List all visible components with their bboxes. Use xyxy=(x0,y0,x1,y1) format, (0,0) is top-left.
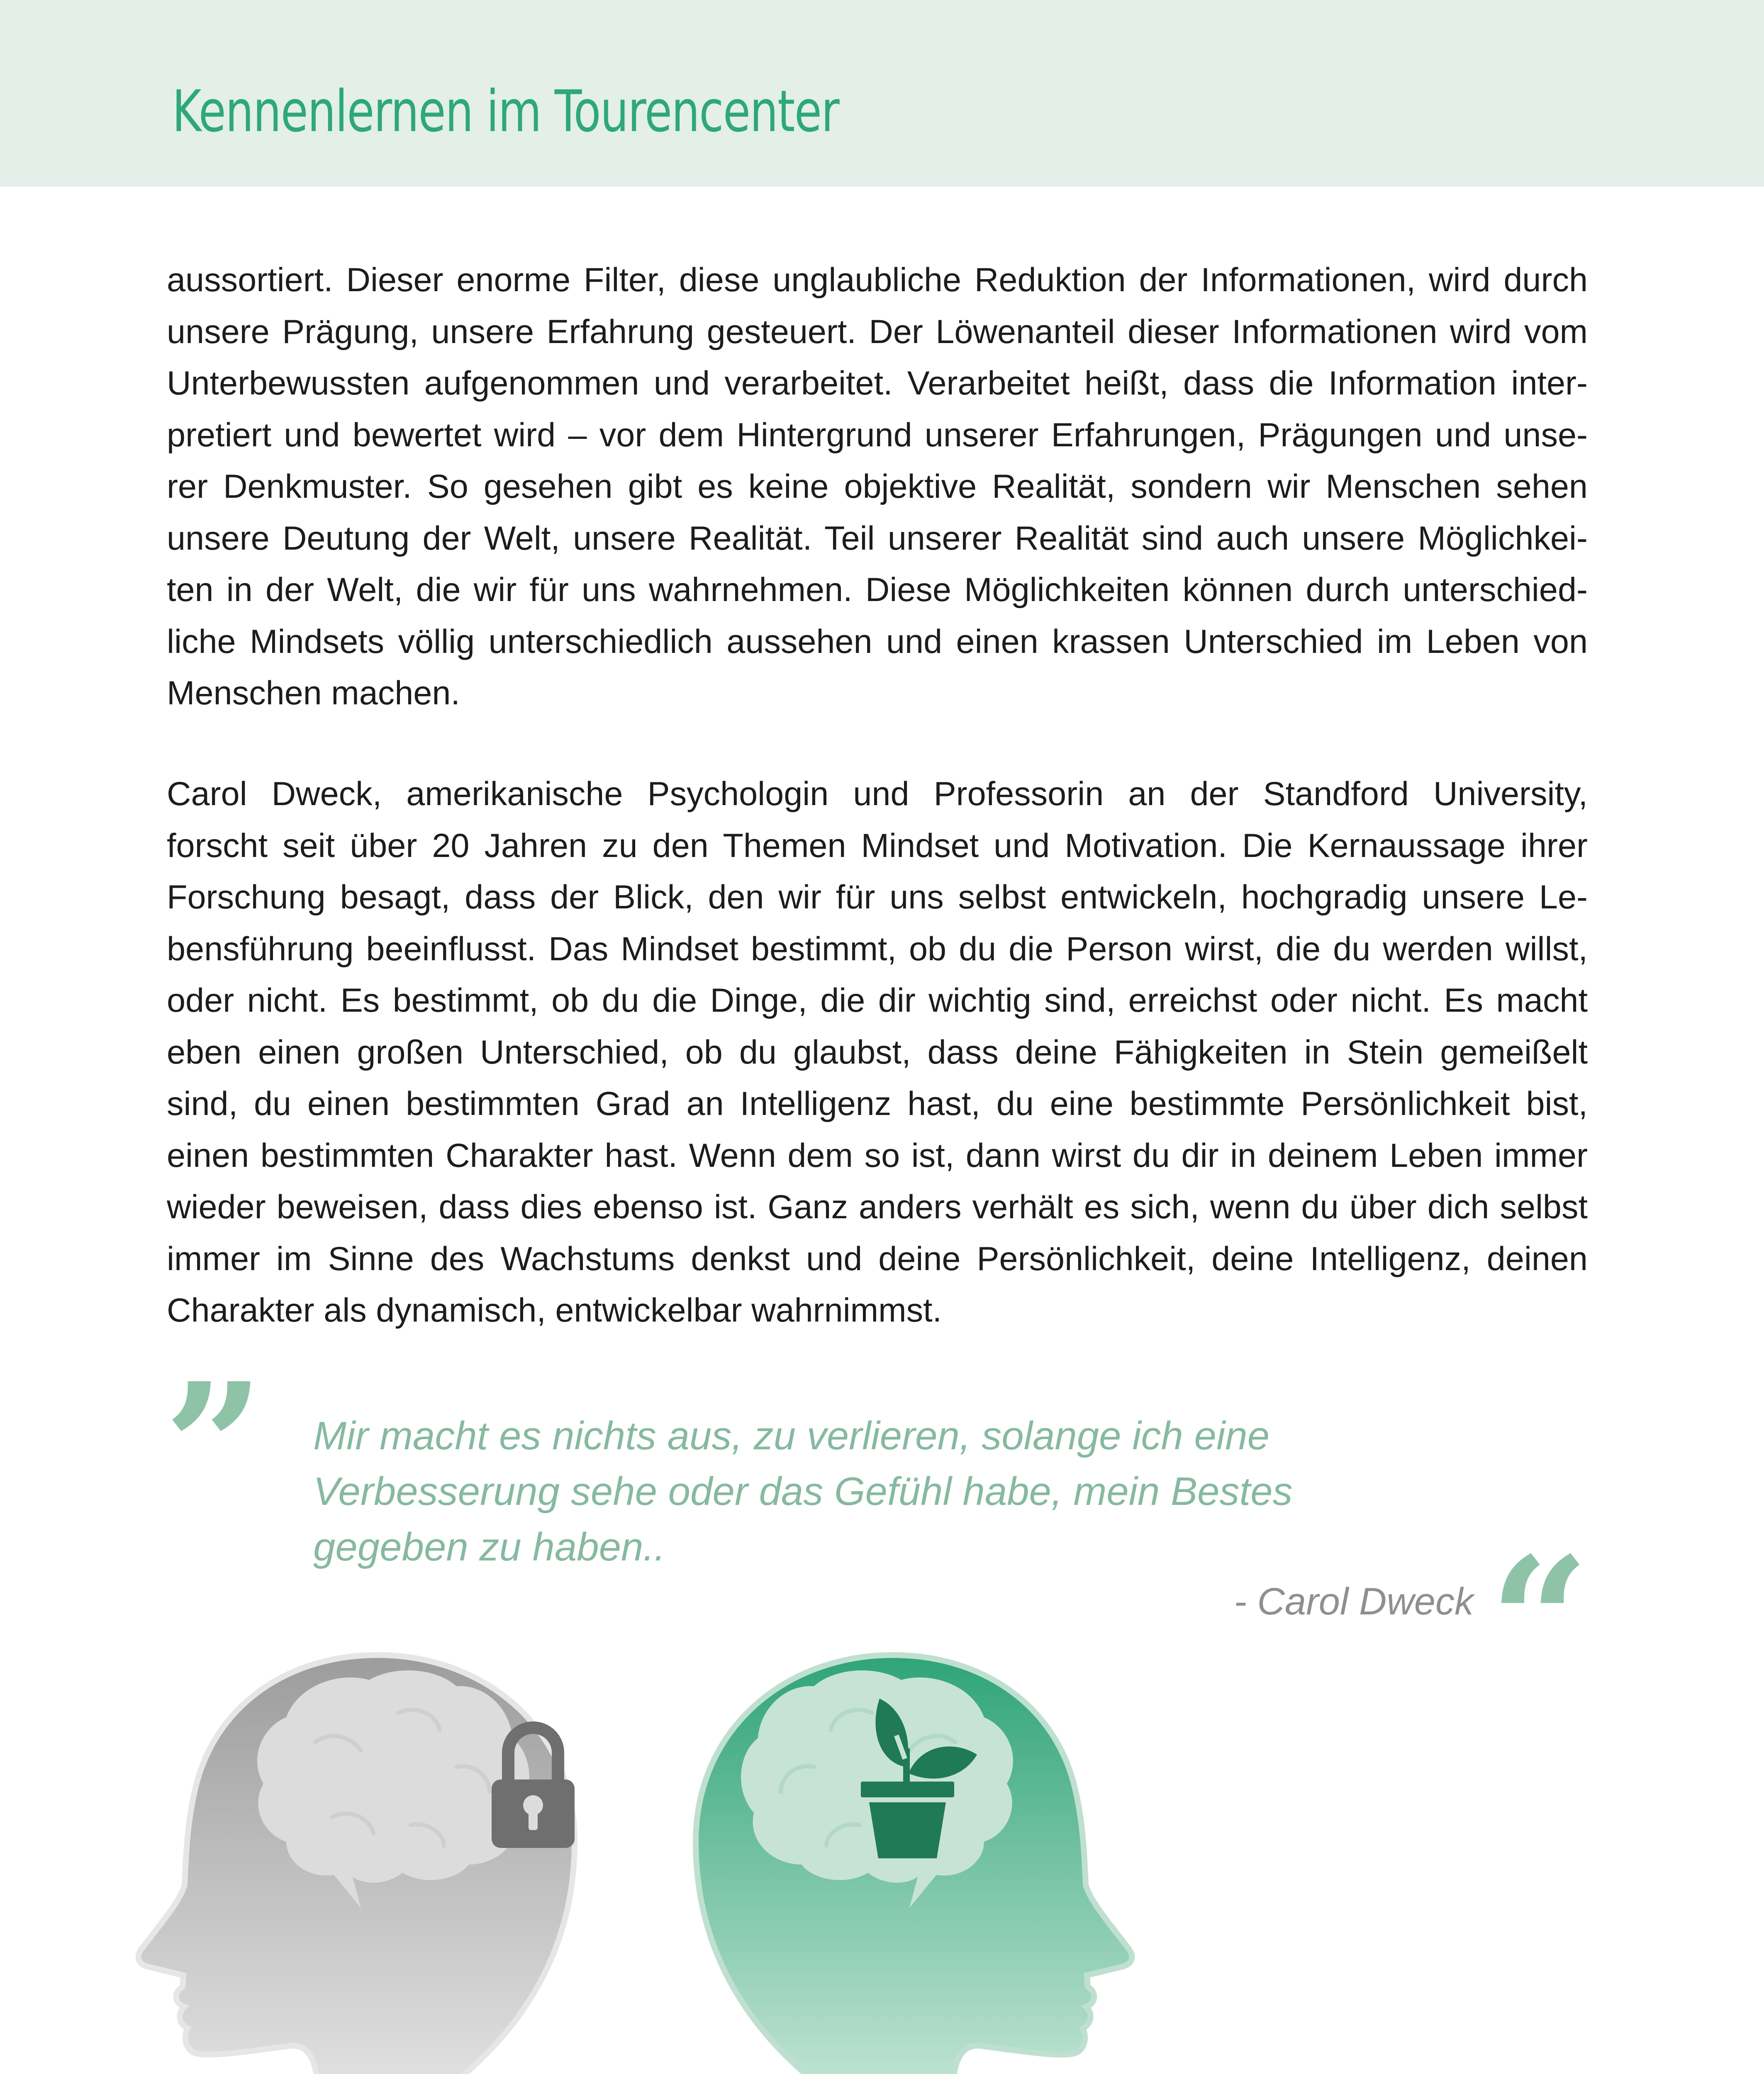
quote-line: gegeben zu haben.. xyxy=(313,1525,665,1569)
paragraph-line: Menschen machen. xyxy=(167,674,460,712)
open-quote-mark: ” xyxy=(164,1345,264,1550)
paragraph-line: aussortiert. Dieser enorme Filter, diese unglaubliche Reduktion der Informationen, wird durch xyxy=(167,261,1588,299)
close-quote-mark: “ xyxy=(1489,1519,1590,1724)
paragraph-line: eben einen großen Unterschied, ob du glaubst, dass deine Fähigkeiten in Stein gemeißelt xyxy=(167,1033,1588,1071)
quote-line: Mir macht es nichts aus, zu verlieren, solange ich eine xyxy=(313,1414,1270,1458)
quote-author: - Carol Dweck xyxy=(1234,1580,1474,1623)
paragraph-line: unsere Prägung, unsere Erfahrung gesteuert. Der Löwenanteil dieser Informationen wird vom xyxy=(167,313,1588,351)
paragraph-1 xyxy=(167,254,1588,719)
quote-line: Verbesserung sehe oder das Gefühl habe, mein Bestes xyxy=(313,1469,1293,1514)
page-title: Kennenlernen im Tourencenter xyxy=(172,78,839,145)
paragraph-line: Forschung besagt, dass der Blick, den wir für uns selbst entwickeln, hochgradig unsere Le- xyxy=(167,879,1588,916)
paragraph-line: bensführung beeinflusst. Das Mindset bestimmt, ob du die Person wirst, die du werden willst, xyxy=(167,930,1588,968)
fixed-mindset-head xyxy=(139,1655,575,2074)
paragraph-line: Charakter als dynamisch, entwickelbar wahrnimmst. xyxy=(167,1292,942,1329)
paragraph-line: forscht seit über 20 Jahren zu den Themen Mindset und Motivation. Die Kernaussage ihrer xyxy=(167,827,1588,864)
paragraph-line: oder nicht. Es bestimmt, ob du die Dinge, die dir wichtig sind, erreichst oder nicht. Es macht xyxy=(167,982,1588,1019)
paragraph-line: Carol Dweck, amerikanische Psychologin und Professorin an der Standford University, xyxy=(167,775,1588,813)
paragraph-line: einen bestimmten Charakter hast. Wenn dem so ist, dann wirst du dir in deinem Leben immer xyxy=(167,1137,1588,1174)
paragraph-line: pretiert und bewertet wird – vor dem Hintergrund unserer Erfahrungen, Prägungen und unse- xyxy=(167,416,1588,454)
paragraph-line: sind, du einen bestimmten Grad an Intelligenz hast, du eine bestimmte Persönlichkeit bist, xyxy=(167,1085,1588,1122)
pull-quote xyxy=(313,1408,1475,1575)
paragraph-2 xyxy=(167,768,1588,1336)
paragraph-line: ten in der Welt, die wir für uns wahrnehmen. Diese Möglichkeiten können durch unterschied- xyxy=(167,571,1588,609)
paragraph-line: unsere Deutung der Welt, unsere Realität. Teil unserer Realität sind auch unsere Möglichkei- xyxy=(167,519,1588,557)
paragraph-line: rer Denkmuster. So gesehen gibt es keine objektive Realität, sondern wir Menschen sehen xyxy=(167,468,1588,505)
paragraph-line: liche Mindsets völlig unterschiedlich aussehen und einen krassen Unterschied im Leben von xyxy=(167,623,1588,660)
paragraph-line: wieder beweisen, dass dies ebenso ist. Ganz anders verhält es sich, wenn du über dich selbst xyxy=(167,1188,1588,1226)
paragraph-line: immer im Sinne des Wachstums denkst und deine Persönlichkeit, deine Intelligenz, deinen xyxy=(167,1240,1588,1278)
growth-mindset-head xyxy=(696,1655,1132,2074)
mindset-heads-illustration xyxy=(0,1630,1764,2074)
paragraph-line: Unterbewussten aufgenommen und verarbeitet. Verarbeitet heißt, dass die Information inter- xyxy=(167,365,1588,402)
